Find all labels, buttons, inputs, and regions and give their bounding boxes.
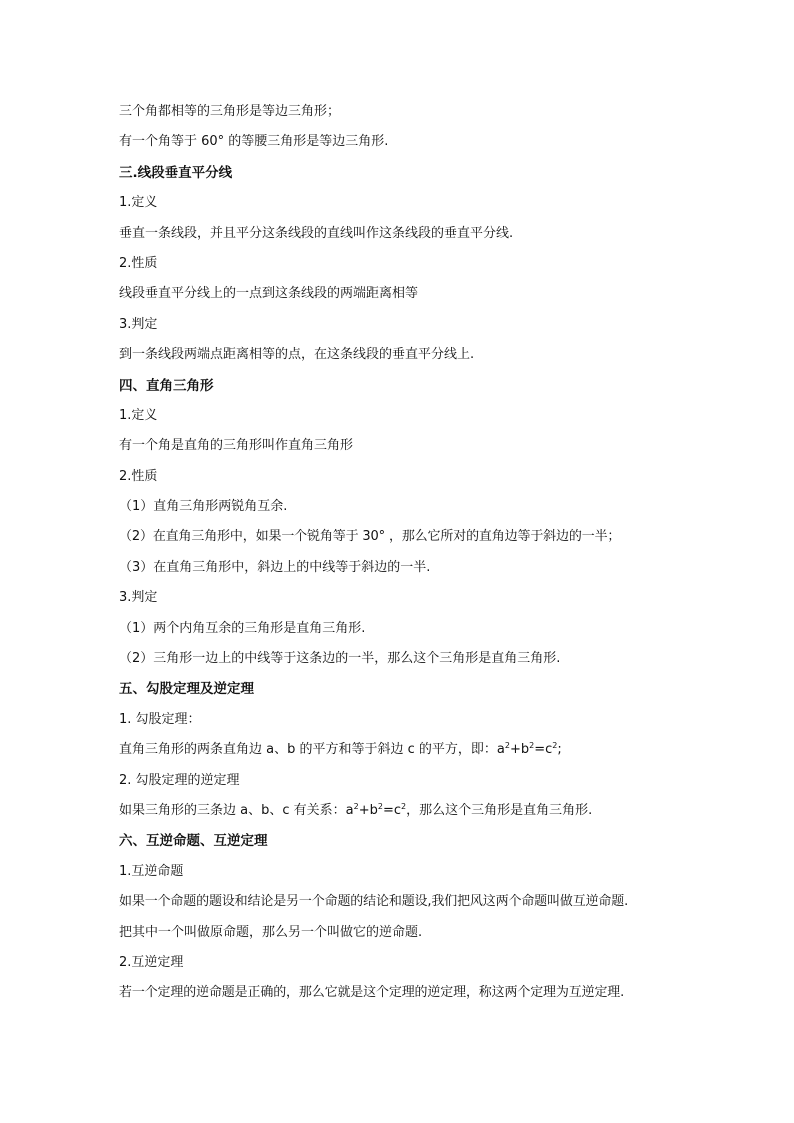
section-heading: 三.线段垂直平分线: [119, 164, 233, 181]
subheading-line: 2.互逆定理: [119, 954, 184, 970]
formula-exponent: 2: [529, 741, 535, 751]
formula-line: [119, 796, 689, 826]
subheading-line: 3.判定: [119, 590, 158, 606]
text-line: （2）在直角三角形中，如果一个锐角等于 30° ，那么它所对的直角边等于斜边的一半；: [119, 529, 621, 545]
text-line: 若一个定理的逆命题是正确的，那么它就是这个定理的逆定理，称这两个定理为互逆定理.: [119, 985, 625, 1001]
formula-exponent: 2: [504, 741, 510, 751]
subheading-line: 1.定义: [119, 407, 158, 423]
formula-term: +b: [509, 742, 530, 758]
section-heading: 四、直角三角形: [119, 377, 214, 394]
subheading-line: 2.性质: [119, 255, 158, 271]
subheading-line: 2.性质: [119, 468, 158, 484]
formula-exponent: 2: [552, 741, 558, 751]
subheading-line: 1. 勾股定理：: [119, 711, 201, 727]
text-line: （1）两个内角互余的三角形是直角三角形.: [119, 620, 366, 636]
text-line: （2）三角形一边上的中线等于这条边的一半，那么这个三角形是直角三角形.: [119, 651, 561, 667]
text-line: 有一个角是直角的三角形叫作直角三角形: [119, 438, 354, 454]
text-line: 三个角都相等的三角形是等边三角形；: [119, 104, 341, 119]
formula-term: a: [345, 802, 354, 818]
formula-suffix: ;: [557, 742, 562, 758]
document-body: [119, 97, 689, 1009]
formula-exponent: 2: [401, 801, 407, 811]
text-line: 如果一个命题的题设和结论是另一个命题的结论和题设,我们把风这两个命题叫做互逆命题.: [119, 894, 629, 910]
formula-term: =c: [534, 742, 553, 758]
text-line: （3）在直角三角形中，斜边上的中线等于斜边的一半.: [119, 559, 431, 575]
formula-term: a: [496, 742, 505, 758]
formula-line: [119, 735, 689, 765]
text-line: 垂直一条线段，并且平分这条线段的直线叫作这条线段的垂直平分线.: [119, 225, 514, 241]
formula-suffix: ，那么这个三角形是直角三角形.: [406, 802, 593, 818]
formula-prefix: 直角三角形的两条直角边 a、b 的平方和等于斜边 c 的平方，即：: [119, 742, 497, 758]
text-line: 把其中一个叫做原命题，那么另一个叫做它的逆命题.: [119, 924, 423, 940]
formula-term: =c: [382, 802, 401, 818]
formula-exponent: 2: [353, 801, 359, 811]
section-heading: 五、勾股定理及逆定理: [119, 681, 254, 698]
subheading-line: 2. 勾股定理的逆定理: [119, 772, 240, 788]
formula-term: +b: [358, 802, 378, 818]
section-heading: 六、互逆命题、互逆定理: [119, 833, 268, 850]
text-line: （1）直角三角形两锐角互余.: [119, 499, 288, 515]
formula-exponent: 2: [377, 801, 383, 811]
subheading-line: 1.定义: [119, 195, 158, 211]
subheading-line: 3.判定: [119, 316, 158, 332]
text-line: 到一条线段两端点距离相等的点，在这条线段的垂直平分线上.: [119, 347, 475, 363]
subheading-line: 1.互逆命题: [119, 863, 184, 879]
text-line: 有一个角等于 60° 的等腰三角形是等边三角形.: [119, 134, 389, 150]
text-line: 线段垂直平分线上的一点到这条线段的两端距离相等: [119, 286, 419, 302]
formula-prefix: 如果三角形的三条边 a、b、c 有关系：: [119, 802, 346, 818]
